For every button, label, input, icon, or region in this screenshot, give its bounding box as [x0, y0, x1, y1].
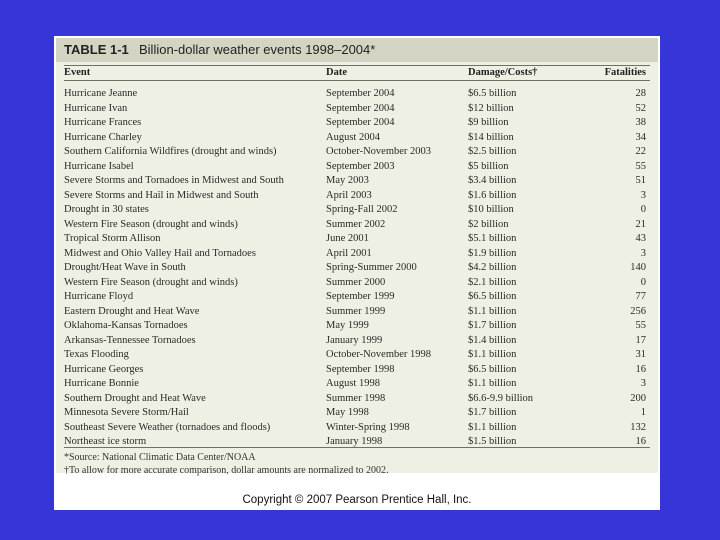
cell-event: Hurricane Floyd	[64, 291, 134, 302]
cell-event: Texas Flooding	[64, 349, 129, 360]
copyright-notice: Copyright © 2007 Pearson Prentice Hall, Inc.	[242, 494, 472, 506]
cell-event: Southern Drought and Heat Wave	[64, 392, 206, 404]
cell-damage: $2.5 billion	[468, 146, 517, 157]
cell-event: Midwest and Ohio Valley Hail and Tornadoes	[64, 247, 256, 259]
cell-event: Drought/Heat Wave in South	[64, 262, 186, 273]
cell-date: Summer 2002	[326, 218, 386, 230]
cell-event: Hurricane Georges	[64, 363, 144, 375]
table-row	[56, 87, 658, 102]
cell-date: September 1998	[326, 363, 395, 375]
cell-date: Summer 2000	[326, 276, 386, 288]
cell-damage: $1.5 billion	[468, 436, 517, 447]
cell-event: Hurricane Ivan	[64, 102, 128, 114]
column-header-damage: Damage/Costs†	[468, 67, 538, 78]
cell-fatalities: 3	[640, 189, 646, 201]
table-row	[56, 189, 658, 204]
table-row	[56, 363, 658, 378]
cell-event: Northeast ice storm	[64, 436, 147, 447]
cell-date: Summer 1999	[326, 305, 386, 317]
cell-date: September 2003	[326, 160, 395, 172]
slide	[54, 36, 660, 510]
column-headers	[56, 66, 658, 80]
cell-event: Hurricane Bonnie	[64, 378, 139, 389]
cell-damage: $9 billion	[468, 117, 509, 128]
cell-event: Minnesota Severe Storm/Hail	[64, 407, 189, 418]
cell-fatalities: 55	[635, 160, 646, 172]
cell-fatalities: 77	[635, 291, 646, 302]
table-row	[56, 218, 658, 233]
cell-fatalities: 132	[630, 421, 646, 433]
cell-damage: $12 billion	[468, 102, 514, 114]
cell-date: June 2001	[326, 233, 369, 244]
cell-event: Oklahoma-Kansas Tornadoes	[64, 320, 188, 331]
footnote-normalization: †To allow for more accurate comparison, dollar amounts are normalized to 2002.	[64, 465, 389, 476]
cell-damage: $1.7 billion	[468, 407, 517, 418]
cell-event: Arkansas-Tennessee Tornadoes	[64, 334, 196, 346]
header-rule	[64, 80, 650, 81]
cell-fatalities: 34	[635, 131, 646, 143]
cell-event: Hurricane Frances	[64, 117, 142, 128]
table-row	[56, 319, 658, 334]
cell-event: Severe Storms and Tornadoes in Midwest and South	[64, 175, 284, 186]
cell-damage: $1.6 billion	[468, 189, 517, 201]
cell-damage: $6.5 billion	[468, 363, 517, 375]
cell-event: Severe Storms and Hail in Midwest and South	[64, 189, 259, 201]
table-row	[56, 348, 658, 363]
cell-fatalities: 16	[635, 363, 646, 375]
cell-damage: $2.1 billion	[468, 276, 517, 288]
table-row	[56, 421, 658, 436]
cell-fatalities: 51	[635, 175, 646, 186]
cell-damage: $6.6-9.9 billion	[468, 392, 534, 404]
cell-date: September 1999	[326, 291, 395, 302]
cell-damage: $5.1 billion	[468, 233, 517, 244]
cell-event: Hurricane Isabel	[64, 160, 134, 172]
column-header-event: Event	[64, 67, 91, 78]
cell-date: Summer 1998	[326, 392, 386, 404]
table-body	[56, 87, 658, 450]
cell-fatalities: 21	[635, 218, 646, 230]
table-row	[56, 261, 658, 276]
cell-fatalities: 16	[635, 436, 646, 447]
bottom-rule	[64, 447, 650, 448]
cell-fatalities: 3	[640, 378, 646, 389]
cell-date: September 2004	[326, 102, 395, 114]
cell-event: Southeast Severe Weather (tornadoes and floods)	[64, 421, 271, 433]
cell-damage: $3.4 billion	[468, 175, 517, 186]
table-row	[56, 305, 658, 320]
cell-event: Hurricane Charley	[64, 131, 142, 143]
cell-damage: $1.4 billion	[468, 334, 517, 346]
cell-damage: $1.7 billion	[468, 320, 517, 331]
cell-date: May 1998	[326, 407, 369, 418]
cell-damage: $6.5 billion	[468, 291, 517, 302]
table-row	[56, 102, 658, 117]
cell-damage: $14 billion	[468, 131, 514, 143]
column-header-fatalities: Fatalities	[604, 67, 646, 78]
cell-date: May 2003	[326, 175, 369, 186]
cell-date: April 2001	[326, 247, 372, 259]
table-title: Billion-dollar weather events 1998–2004*	[139, 42, 376, 57]
cell-date: September 2004	[326, 88, 395, 99]
cell-event: Western Fire Season (drought and winds)	[64, 276, 238, 288]
cell-damage: $6.5 billion	[468, 88, 517, 99]
cell-fatalities: 200	[630, 392, 646, 404]
cell-fatalities: 31	[635, 349, 646, 360]
table-row	[56, 247, 658, 262]
table-header-band	[56, 38, 658, 62]
table-row	[56, 131, 658, 146]
cell-event: Eastern Drought and Heat Wave	[64, 305, 200, 317]
cell-fatalities: 140	[630, 262, 646, 273]
table-row	[56, 290, 658, 305]
cell-damage: $1.1 billion	[468, 378, 517, 389]
cell-date: January 1998	[326, 436, 383, 447]
cell-date: August 2004	[326, 131, 380, 143]
table-row	[56, 203, 658, 218]
table-row	[56, 116, 658, 131]
cell-fatalities: 256	[630, 305, 646, 317]
table-row	[56, 377, 658, 392]
table-row	[56, 392, 658, 407]
cell-date: October-November 1998	[326, 349, 432, 360]
cell-event: Drought in 30 states	[64, 204, 149, 215]
cell-event: Western Fire Season (drought and winds)	[64, 218, 238, 230]
cell-fatalities: 1	[640, 407, 646, 418]
cell-event: Southern California Wildfires (drought and winds)	[64, 146, 277, 157]
cell-event: Tropical Storm Allison	[64, 233, 161, 244]
cell-date: January 1999	[326, 334, 383, 346]
cell-date: Winter-Spring 1998	[326, 421, 410, 433]
cell-date: October-November 2003	[326, 146, 432, 157]
table-label: TABLE 1-1	[64, 42, 129, 57]
column-header-date: Date	[326, 67, 347, 78]
cell-damage: $4.2 billion	[468, 262, 517, 273]
cell-date: April 2003	[326, 189, 372, 201]
table-row	[56, 160, 658, 175]
cell-damage: $1.1 billion	[468, 349, 517, 360]
cell-fatalities: 22	[635, 146, 646, 157]
cell-date: September 2004	[326, 117, 395, 128]
cell-fatalities: 38	[635, 117, 646, 128]
cell-fatalities: 43	[635, 233, 646, 244]
footnotes	[64, 451, 650, 477]
weather-events-table	[56, 38, 658, 476]
cell-fatalities: 28	[635, 88, 646, 99]
cell-date: May 1999	[326, 320, 369, 331]
cell-fatalities: 55	[635, 320, 646, 331]
cell-fatalities: 52	[635, 102, 646, 114]
table-row	[56, 232, 658, 247]
cell-damage: $2 billion	[468, 218, 509, 230]
cell-fatalities: 3	[640, 247, 646, 259]
cell-damage: $5 billion	[468, 160, 509, 172]
footnote-source: *Source: National Climatic Data Center/NOAA	[64, 452, 256, 463]
table-row	[56, 276, 658, 291]
cell-event: Hurricane Jeanne	[64, 88, 138, 99]
cell-damage: $10 billion	[468, 204, 514, 215]
cell-fatalities: 17	[635, 334, 646, 346]
cell-fatalities: 0	[640, 204, 646, 215]
cell-date: Spring-Summer 2000	[326, 262, 417, 273]
table-row	[56, 334, 658, 349]
cell-damage: $1.1 billion	[468, 421, 517, 433]
cell-date: August 1998	[326, 378, 380, 389]
table-row	[56, 145, 658, 160]
table-row	[56, 406, 658, 421]
table-row	[56, 174, 658, 189]
cell-damage: $1.1 billion	[468, 305, 517, 317]
cell-fatalities: 0	[640, 276, 646, 288]
cell-damage: $1.9 billion	[468, 247, 517, 259]
cell-date: Spring-Fall 2002	[326, 204, 398, 215]
